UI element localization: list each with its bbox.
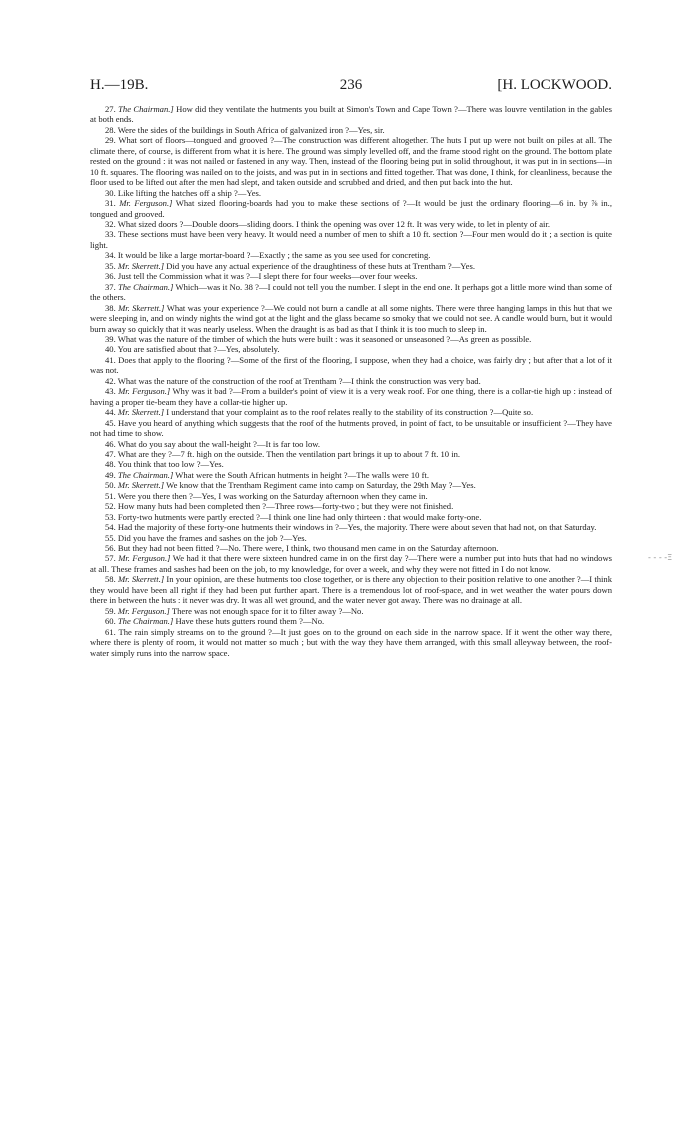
evidence-paragraph (90, 606, 612, 616)
question-number: 54. (105, 522, 116, 533)
question-answer-text: What were the South African hutments in height ?—The walls were 10 ft. (175, 469, 429, 480)
evidence-paragraph (90, 135, 612, 187)
speaker-name: Mr. Ferguson.] (119, 198, 173, 209)
question-number: 28. (105, 124, 116, 135)
question-number: 50. (105, 480, 116, 491)
page-number: 236 (339, 77, 363, 93)
question-number: 45. (105, 417, 116, 428)
evidence-paragraph (90, 407, 612, 417)
evidence-body (90, 104, 612, 658)
question-number: 30. (105, 187, 116, 198)
margin-annotation: - - - -Ξ (648, 553, 673, 562)
question-answer-text: It would be like a large mortar-board ?—Exactly ; the same as you see used for concreting. (117, 250, 431, 261)
evidence-paragraph (90, 553, 612, 574)
question-answer-text: What do you say about the wall-height ?—It is far too low. (117, 438, 321, 449)
speaker-name: The Chairman.] (118, 104, 174, 114)
evidence-paragraph (90, 104, 612, 125)
question-number: 56. (105, 543, 116, 554)
evidence-paragraph (90, 334, 612, 344)
question-answer-text: Have these huts gutters round them ?—No. (175, 616, 325, 627)
question-answer-text: What was the nature of the timber of which the huts were built : was it seasoned or unseasoned ?—As green as possible. (117, 333, 532, 344)
question-answer-text: Did you have any actual experience of the draughtiness of these huts at Trentham ?—Yes. (166, 260, 475, 271)
question-answer-text: What sized flooring-boards had you to make these sections of ?—It would be just the ordinary flooring—6 in. by ⅞ in., tongued and grooved. (90, 198, 612, 219)
evidence-paragraph (90, 250, 612, 260)
question-number: 39. (105, 333, 116, 344)
evidence-paragraph (90, 627, 612, 658)
question-answer-text: Were you there then ?—Yes, I was working on the Saturday afternoon when they came in. (117, 490, 428, 501)
evidence-paragraph (90, 261, 612, 271)
evidence-paragraph (90, 282, 612, 303)
evidence-paragraph (90, 522, 612, 532)
question-answer-text: Why was it bad ?—From a builder's point of view it is a very weak roof. For one thing, there is a collar-tie high up : instead of having a proper tie-beam they have a collar-tie higher up. (90, 386, 613, 407)
evidence-paragraph (90, 386, 612, 407)
question-number: 61. (105, 626, 116, 637)
evidence-paragraph (90, 229, 612, 250)
evidence-paragraph (90, 470, 612, 480)
evidence-paragraph (90, 219, 612, 229)
question-number: 53. (105, 511, 116, 522)
question-number: 35. (105, 260, 116, 271)
question-answer-text: I understand that your complaint as to the roof relates really to the stability of its construction ?—Quite so. (166, 407, 534, 418)
evidence-paragraph (90, 574, 612, 605)
question-number: 32. (105, 218, 116, 229)
question-number: 48. (105, 459, 116, 470)
question-number: 58. (105, 574, 116, 585)
question-number: 40. (105, 344, 116, 355)
question-answer-text: We had it that there were sixteen hundred came in on the first day ?—There were a number put into huts that had no windows at all. These frames and sashes had been on the job, to my knowledge, for over a week, and why they were not fitted in I do not know. (90, 553, 612, 574)
evidence-paragraph (90, 188, 612, 198)
evidence-paragraph (90, 512, 612, 522)
evidence-paragraph (90, 459, 612, 469)
speaker-name: Mr. Skerrett.] (117, 480, 165, 491)
question-answer-text: What sort of floors—tongued and grooved ?—The construction was different altogether. The huts I put up were not built on piles at all. The climate there, of course, is different from what it is here. The ground was simply levelled off, and the frame stood right on the ground. The bottom plate rested on the ground : it was not nailed or fastened in any way. Then, instead of the flooring being put in solid throughout, it was put in in sections—in 10 ft. squares. The flooring was nailed on to the joists, and was put in in sections and fitted together. That was done, I think, for cleanliness, because the floor used to be lifted out after the men had slept, and taken outside and scrubbed and dried, and then put back into the hut. (90, 135, 612, 188)
question-answer-text: Which—was it No. 38 ?—I could not tell you the number. I slept in the end one. It perhaps got a little more wind than some of the others. (90, 281, 613, 303)
question-answer-text: Forty-two hutments were partly erected ?—I think one line had only thirteen : that would make forty-one. (117, 511, 482, 522)
question-answer-text: What sized doors ?—Double doors—sliding doors. I think the opening was over 12 ft. It was very wide, to let in plenty of air. (117, 218, 550, 229)
question-number: 59. (105, 605, 116, 616)
evidence-paragraph (90, 418, 612, 439)
question-answer-text: Were the sides of the buildings in South Africa of galvanized iron ?—Yes, sir. (117, 124, 385, 135)
question-number: 60. (105, 616, 116, 627)
evidence-paragraph (90, 480, 612, 490)
question-number: 46. (105, 438, 116, 449)
evidence-paragraph (90, 543, 612, 553)
evidence-paragraph (90, 355, 612, 376)
question-answer-text: Did you have the frames and sashes on the job ?—Yes. (117, 532, 307, 543)
page-header (90, 74, 612, 96)
question-number: 34. (105, 250, 116, 261)
header-witness-name: [H. LOCKWOOD. (497, 77, 612, 93)
question-number: 44. (105, 407, 116, 418)
evidence-paragraph (90, 491, 612, 501)
speaker-name: Mr. Skerrett.] (117, 260, 165, 271)
question-answer-text: Just tell the Commission what it was ?—I slept there for four weeks—over four weeks. (117, 271, 418, 282)
question-number: 29. (105, 135, 116, 146)
question-number: 49. (105, 469, 116, 480)
evidence-paragraph (90, 198, 612, 219)
question-answer-text: There was not enough space for it to filter away ?—No. (171, 605, 364, 616)
question-answer-text: What was the nature of the construction of the roof at Trentham ?—I think the construction was very bad. (117, 375, 481, 386)
question-number: 43. (105, 386, 116, 397)
speaker-name: Mr. Skerrett.] (117, 407, 165, 418)
header-series-code: H.—19B. (90, 77, 149, 93)
speaker-name: The Chairman.] (117, 281, 174, 292)
question-answer-text: How many huts had been completed then ?—Three rows—forty-two ; but they were not finished. (117, 501, 454, 512)
evidence-paragraph (90, 125, 612, 135)
question-answer-text: The rain simply streams on to the ground ?—It just goes on to the ground on each side in the narrow space. If it went the other way there, where there is plenty of room, it would not matter so much ; but with the way they have them arranged, with this small alleyway between, the roof-water simply runs into the narrow space. (90, 626, 613, 658)
question-answer-text: But they had not been fitted ?—No. There were, I think, two thousand men came in on the Saturday afternoon. (117, 543, 499, 554)
evidence-paragraph (90, 344, 612, 354)
evidence-paragraph (90, 449, 612, 459)
evidence-paragraph (90, 439, 612, 449)
question-number: 42. (105, 375, 116, 386)
question-answer-text: You are satisfied about that ?—Yes, absolutely. (117, 344, 280, 355)
question-answer-text: You think that too low ?—Yes. (117, 459, 224, 470)
question-answer-text: Had the majority of these forty-one hutments their windows in ?—Yes, the majority. There were about seven that had not, on that Saturday. (117, 522, 597, 533)
question-number: 47. (105, 448, 116, 459)
speaker-name: Mr. Ferguson.] (118, 553, 171, 564)
question-number: 37. (105, 281, 116, 292)
question-number: 38. (105, 302, 116, 313)
question-number: 33. (105, 229, 116, 240)
question-answer-text: Like lifting the hatches off a ship ?—Yes. (117, 187, 262, 198)
question-answer-text: Have you heard of anything which suggests that the roof of the hutments proved, in point of fact, to be unsuitable or insufficient ?—They have not had time to show. (90, 417, 612, 439)
evidence-paragraph (90, 376, 612, 386)
question-answer-text: In your opinion, are these hutments too close together, or is there any objection to their position relative to one another ?—I think they would have been all right if they had been put further apart. There is a tremendous lot of roof-space, and in wet weather the water pours down there in between the huts : it never was dry. It was all wet ground, and the water never got away. There was no drainage at all. (90, 574, 613, 606)
question-answer-text: We know that the Trentham Regiment came into camp on Saturday, the 29th May ?—Yes. (166, 480, 476, 491)
question-answer-text: Does that apply to the flooring ?—Some of the first of the flooring, I suppose, when they had a choice, was fairly dry ; but after that a lot of it was not. (90, 354, 612, 376)
question-number: 31. (105, 198, 116, 209)
question-number: 51. (105, 490, 116, 501)
question-number: 36. (105, 271, 116, 282)
question-number: 55. (105, 532, 116, 543)
speaker-name: The Chairman.] (117, 616, 174, 627)
question-answer-text: What are they ?—7 ft. high on the outside. Then the ventilation part brings it up to about 7 ft. 10 in. (117, 448, 461, 459)
evidence-paragraph (90, 501, 612, 511)
question-number: 41. (105, 354, 116, 365)
question-answer-text: What was your experience ?—We could not burn a candle at all some nights. There were three hanging lamps in this hut that we were sleeping in, and on windy nights the wind got at the light and the glass became so smoky that we could not see. A candle would burn, but it would burn away so quickly that it was nearly useless. When the draught is as bad as that I think it is too much to sleep in. (90, 302, 613, 334)
speaker-name: Mr. Skerrett.] (117, 574, 165, 585)
question-number: 27. (105, 104, 116, 114)
evidence-paragraph (90, 533, 612, 543)
evidence-paragraph (90, 303, 612, 334)
speaker-name: The Chairman.] (117, 469, 174, 480)
question-answer-text: These sections must have been very heavy. It would need a number of men to shift a 10 ft. section ?—Four men would do it ; a section is quite light. (90, 229, 612, 250)
speaker-name: Mr. Skerrett.] (118, 302, 165, 313)
question-number: 52. (105, 501, 116, 512)
question-number: 57. (105, 553, 116, 564)
question-answer-text: How did they ventilate the hutments you built at Simon's Town and Cape Town ?—There was louvre ventilation in the gables at both ends. (90, 104, 613, 125)
evidence-paragraph (90, 271, 612, 281)
evidence-paragraph (90, 616, 612, 626)
speaker-name: Mr. Ferguson.] (118, 386, 171, 397)
speaker-name: Mr. Ferguson.] (117, 605, 170, 616)
